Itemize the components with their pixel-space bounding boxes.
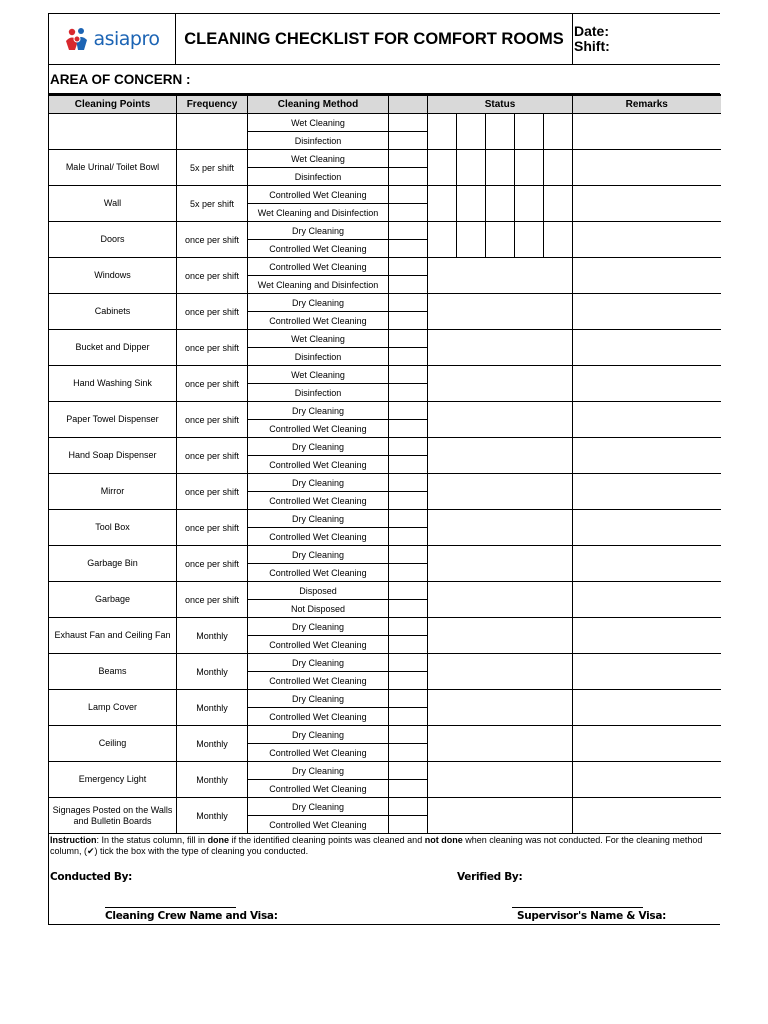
method-checkbox[interactable] <box>389 690 428 708</box>
column-header: Cleaning Points <box>49 95 177 114</box>
cleaning-point-cell: Signages Posted on the Walls and Bulletin Boards <box>49 798 177 834</box>
cleaning-method-cell: Controlled Wet Cleaning <box>248 672 389 690</box>
status-cell[interactable] <box>515 114 544 150</box>
remarks-cell[interactable] <box>573 366 721 402</box>
verified-by-label: Verified By: <box>457 871 523 883</box>
status-cell[interactable] <box>428 366 573 402</box>
method-checkbox[interactable] <box>389 420 428 438</box>
status-cell[interactable] <box>428 690 573 726</box>
method-checkbox[interactable] <box>389 582 428 600</box>
cleaning-point-cell: Mirror <box>49 474 177 510</box>
remarks-cell[interactable] <box>573 186 721 222</box>
status-cell[interactable] <box>457 150 486 186</box>
table-row <box>49 798 721 816</box>
remarks-cell[interactable] <box>573 726 721 762</box>
method-checkbox[interactable] <box>389 240 428 258</box>
status-cell[interactable] <box>428 654 573 690</box>
table-row <box>49 618 721 636</box>
method-checkbox[interactable] <box>389 348 428 366</box>
frequency-cell: Monthly <box>177 726 248 762</box>
cleaning-point-cell: Paper Towel Dispenser <box>49 402 177 438</box>
status-cell[interactable] <box>428 222 457 258</box>
status-cell[interactable] <box>544 222 573 258</box>
cleaning-method-cell: Controlled Wet Cleaning <box>248 816 389 834</box>
cleaning-point-cell: Exhaust Fan and Ceiling Fan <box>49 618 177 654</box>
crew-signature-line <box>105 907 236 908</box>
remarks-cell[interactable] <box>573 474 721 510</box>
method-checkbox[interactable] <box>389 456 428 474</box>
table-row <box>49 690 721 708</box>
remarks-cell[interactable] <box>573 222 721 258</box>
cleaning-method-cell: Dry Cleaning <box>248 762 389 780</box>
method-checkbox[interactable] <box>389 186 428 204</box>
cleaning-point-cell: Lamp Cover <box>49 690 177 726</box>
cleaning-method-cell: Controlled Wet Cleaning <box>248 492 389 510</box>
remarks-cell[interactable] <box>573 582 721 618</box>
cleaning-method-cell: Dry Cleaning <box>248 690 389 708</box>
frequency-cell: Monthly <box>177 618 248 654</box>
method-checkbox[interactable] <box>389 798 428 816</box>
table-row <box>49 654 721 672</box>
date-label: Date: <box>574 23 610 39</box>
frequency-cell: once per shift <box>177 222 248 258</box>
column-header: Frequency <box>177 95 248 114</box>
frequency-cell: once per shift <box>177 582 248 618</box>
method-checkbox[interactable] <box>389 366 428 384</box>
cleaning-method-cell: Dry Cleaning <box>248 618 389 636</box>
supervisor-name-visa-label: Supervisor's Name & Visa: <box>517 910 667 922</box>
table-row <box>49 402 721 420</box>
method-checkbox[interactable] <box>389 636 428 654</box>
table-body <box>49 114 721 834</box>
status-cell[interactable] <box>515 222 544 258</box>
cleaning-method-cell: Dry Cleaning <box>248 438 389 456</box>
status-cell[interactable] <box>428 258 573 294</box>
table-row <box>49 186 721 204</box>
table-row <box>49 366 721 384</box>
cleaning-point-cell: Male Urinal/ Toilet Bowl <box>49 150 177 186</box>
frequency-cell: once per shift <box>177 510 248 546</box>
status-cell[interactable] <box>544 150 573 186</box>
remarks-cell[interactable] <box>573 258 721 294</box>
method-checkbox[interactable] <box>389 276 428 294</box>
cleaning-point-cell: Beams <box>49 654 177 690</box>
frequency-cell: once per shift <box>177 366 248 402</box>
status-cell[interactable] <box>428 798 573 834</box>
cleaning-point-cell: Garbage Bin <box>49 546 177 582</box>
cleaning-method-cell: Not Disposed <box>248 600 389 618</box>
status-cell[interactable] <box>428 402 573 438</box>
area-of-concern-label: AREA OF CONCERN : <box>48 65 720 94</box>
cleaning-method-cell: Dry Cleaning <box>248 726 389 744</box>
cleaning-method-cell: Wet Cleaning and Disinfection <box>248 204 389 222</box>
method-checkbox[interactable] <box>389 546 428 564</box>
status-cell[interactable] <box>428 150 457 186</box>
frequency-cell: once per shift <box>177 546 248 582</box>
frequency-cell: once per shift <box>177 330 248 366</box>
cleaning-method-cell: Dry Cleaning <box>248 546 389 564</box>
method-checkbox[interactable] <box>389 114 428 132</box>
remarks-cell[interactable] <box>573 510 721 546</box>
cleaning-method-cell: Controlled Wet Cleaning <box>248 744 389 762</box>
status-cell[interactable] <box>486 186 515 222</box>
cleaning-method-cell: Controlled Wet Cleaning <box>248 186 389 204</box>
table-header-row <box>49 95 721 114</box>
frequency-cell: once per shift <box>177 438 248 474</box>
method-checkbox[interactable] <box>389 726 428 744</box>
cleaning-method-cell: Controlled Wet Cleaning <box>248 528 389 546</box>
table-row <box>49 222 721 240</box>
remarks-cell[interactable] <box>573 330 721 366</box>
cleaning-point-cell: Windows <box>49 258 177 294</box>
cleaning-point-cell: Wall <box>49 186 177 222</box>
method-checkbox[interactable] <box>389 222 428 240</box>
method-checkbox[interactable] <box>389 168 428 186</box>
cleaning-method-cell: Controlled Wet Cleaning <box>248 258 389 276</box>
frequency-cell: Monthly <box>177 690 248 726</box>
date-shift-block <box>573 14 720 64</box>
method-checkbox[interactable] <box>389 294 428 312</box>
frequency-cell: Monthly <box>177 654 248 690</box>
method-checkbox[interactable] <box>389 402 428 420</box>
frequency-cell <box>177 114 248 150</box>
status-cell[interactable] <box>428 294 573 330</box>
column-header: Status <box>428 95 573 114</box>
logo-text: asiapro <box>93 28 160 50</box>
table-row <box>49 258 721 276</box>
method-checkbox[interactable] <box>389 564 428 582</box>
remarks-cell[interactable] <box>573 618 721 654</box>
cleaning-point-cell: Bucket and Dipper <box>49 330 177 366</box>
status-cell[interactable] <box>428 474 573 510</box>
conducted-by-label: Conducted By: <box>50 871 133 883</box>
status-cell[interactable] <box>428 762 573 798</box>
cleaning-method-cell: Controlled Wet Cleaning <box>248 420 389 438</box>
frequency-cell: Monthly <box>177 798 248 834</box>
method-checkbox[interactable] <box>389 600 428 618</box>
method-checkbox[interactable] <box>389 204 428 222</box>
cleaning-method-cell: Controlled Wet Cleaning <box>248 456 389 474</box>
cleaning-point-cell: Doors <box>49 222 177 258</box>
table-row <box>49 330 721 348</box>
table-row <box>49 150 721 168</box>
cleaning-method-cell: Wet Cleaning <box>248 366 389 384</box>
remarks-cell[interactable] <box>573 150 721 186</box>
cleaning-point-cell: Ceiling <box>49 726 177 762</box>
table-row <box>49 294 721 312</box>
remarks-cell[interactable] <box>573 438 721 474</box>
method-checkbox[interactable] <box>389 762 428 780</box>
method-checkbox[interactable] <box>389 816 428 834</box>
cleaning-method-cell: Wet Cleaning and Disinfection <box>248 276 389 294</box>
status-cell[interactable] <box>428 726 573 762</box>
cleaning-method-cell: Dry Cleaning <box>248 294 389 312</box>
column-header: Remarks <box>573 95 721 114</box>
cleaning-point-cell <box>49 114 177 150</box>
frequency-cell: once per shift <box>177 294 248 330</box>
status-cell[interactable] <box>457 186 486 222</box>
column-header <box>389 95 428 114</box>
checklist-table <box>48 94 721 834</box>
method-checkbox[interactable] <box>389 510 428 528</box>
method-checkbox[interactable] <box>389 258 428 276</box>
remarks-cell[interactable] <box>573 294 721 330</box>
cleaning-method-cell: Controlled Wet Cleaning <box>248 636 389 654</box>
table-row <box>49 114 721 132</box>
shift-label: Shift: <box>574 38 610 54</box>
cleaning-method-cell: Dry Cleaning <box>248 510 389 528</box>
status-cell[interactable] <box>515 150 544 186</box>
remarks-cell[interactable] <box>573 762 721 798</box>
method-checkbox[interactable] <box>389 528 428 546</box>
table-row <box>49 582 721 600</box>
frequency-cell: 5x per shift <box>177 150 248 186</box>
method-checkbox[interactable] <box>389 654 428 672</box>
cleaning-method-cell: Disinfection <box>248 168 389 186</box>
company-logo <box>49 14 176 64</box>
status-cell[interactable] <box>457 222 486 258</box>
cleaning-method-cell: Disposed <box>248 582 389 600</box>
document-footer <box>48 834 720 925</box>
document-header <box>48 13 720 65</box>
status-cell[interactable] <box>428 186 457 222</box>
cleaning-method-cell: Dry Cleaning <box>248 222 389 240</box>
method-checkbox[interactable] <box>389 492 428 510</box>
cleaning-point-cell: Hand Soap Dispenser <box>49 438 177 474</box>
cleaning-point-cell: Hand Washing Sink <box>49 366 177 402</box>
method-checkbox[interactable] <box>389 150 428 168</box>
method-checkbox[interactable] <box>389 330 428 348</box>
method-checkbox[interactable] <box>389 708 428 726</box>
remarks-cell[interactable] <box>573 114 721 150</box>
cleaning-method-cell: Controlled Wet Cleaning <box>248 708 389 726</box>
method-checkbox[interactable] <box>389 132 428 150</box>
table-row <box>49 510 721 528</box>
table-row <box>49 546 721 564</box>
cleaning-method-cell: Disinfection <box>248 132 389 150</box>
status-cell[interactable] <box>486 222 515 258</box>
cleaning-method-cell: Dry Cleaning <box>248 474 389 492</box>
status-cell[interactable] <box>428 510 573 546</box>
status-cell[interactable] <box>428 438 573 474</box>
frequency-cell: once per shift <box>177 402 248 438</box>
method-checkbox[interactable] <box>389 672 428 690</box>
cleaning-point-cell: Cabinets <box>49 294 177 330</box>
table-row <box>49 762 721 780</box>
status-cell[interactable] <box>457 114 486 150</box>
cleaning-method-cell: Wet Cleaning <box>248 330 389 348</box>
cleaning-point-cell: Tool Box <box>49 510 177 546</box>
cleaning-method-cell: Controlled Wet Cleaning <box>248 564 389 582</box>
remarks-cell[interactable] <box>573 798 721 834</box>
table-row <box>49 726 721 744</box>
remarks-cell[interactable] <box>573 690 721 726</box>
cleaning-method-cell: Wet Cleaning <box>248 150 389 168</box>
status-cell[interactable] <box>544 186 573 222</box>
method-checkbox[interactable] <box>389 618 428 636</box>
frequency-cell: 5x per shift <box>177 186 248 222</box>
status-cell[interactable] <box>428 618 573 654</box>
status-cell[interactable] <box>486 114 515 150</box>
cleaning-method-cell: Dry Cleaning <box>248 798 389 816</box>
cleaning-point-cell: Garbage <box>49 582 177 618</box>
frequency-cell: once per shift <box>177 474 248 510</box>
status-cell[interactable] <box>486 150 515 186</box>
crew-name-visa-label: Cleaning Crew Name and Visa: <box>105 910 278 922</box>
cleaning-method-cell: Disinfection <box>248 384 389 402</box>
status-cell[interactable] <box>428 330 573 366</box>
method-checkbox[interactable] <box>389 384 428 402</box>
remarks-cell[interactable] <box>573 546 721 582</box>
method-checkbox[interactable] <box>389 474 428 492</box>
method-checkbox[interactable] <box>389 312 428 330</box>
cleaning-method-cell: Controlled Wet Cleaning <box>248 780 389 798</box>
column-header: Cleaning Method <box>248 95 389 114</box>
people-logo-icon <box>64 26 90 52</box>
status-cell[interactable] <box>428 582 573 618</box>
method-checkbox[interactable] <box>389 438 428 456</box>
remarks-cell[interactable] <box>573 654 721 690</box>
status-cell[interactable] <box>428 114 457 150</box>
cleaning-method-cell: Dry Cleaning <box>248 402 389 420</box>
table-row <box>49 438 721 456</box>
remarks-cell[interactable] <box>573 402 721 438</box>
cleaning-method-cell: Wet Cleaning <box>248 114 389 132</box>
status-cell[interactable] <box>428 546 573 582</box>
status-cell[interactable] <box>544 114 573 150</box>
method-checkbox[interactable] <box>389 744 428 762</box>
checklist-sheet <box>48 13 720 925</box>
cleaning-method-cell: Controlled Wet Cleaning <box>248 240 389 258</box>
cleaning-method-cell: Dry Cleaning <box>248 654 389 672</box>
cleaning-method-cell: Controlled Wet Cleaning <box>248 312 389 330</box>
page-title: CLEANING CHECKLIST FOR COMFORT ROOMS <box>176 14 573 64</box>
cleaning-method-cell: Disinfection <box>248 348 389 366</box>
frequency-cell: once per shift <box>177 258 248 294</box>
method-checkbox[interactable] <box>389 780 428 798</box>
instruction-text: Instruction: In the status column, fill in done if the identified cleaning points was cleaned and not done when cleaning was not conducted. For the cleaning method column, (✔) tick the box with the type of cleaning you conducted. <box>50 835 703 856</box>
status-cell[interactable] <box>515 186 544 222</box>
frequency-cell: Monthly <box>177 762 248 798</box>
supervisor-signature-line <box>512 907 643 908</box>
cleaning-point-cell: Emergency Light <box>49 762 177 798</box>
table-row <box>49 474 721 492</box>
